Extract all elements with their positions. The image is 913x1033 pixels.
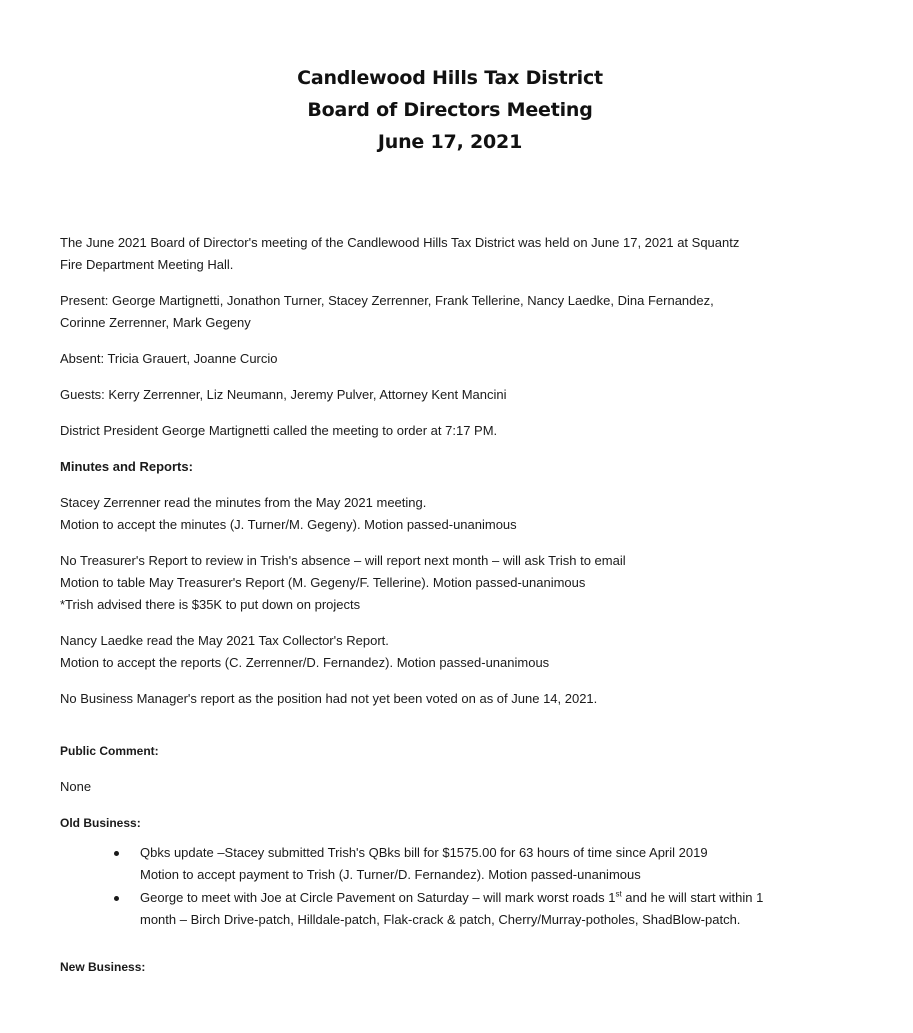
treasurer-line-3: *Trish advised there is $35K to put down on projects [60, 597, 361, 612]
title-date: June 17, 2021 [377, 131, 523, 153]
present-paragraph [60, 290, 860, 334]
intro-line-2: Fire Department Meeting Hall. [60, 257, 234, 272]
present-line-2: Corinne Zerrenner, Mark Gegeny [60, 315, 251, 330]
qbks-line-2: Motion to accept payment to Trish (J. Turner/D. Fernandez). Motion passed-unanimous [140, 867, 641, 882]
treasurer-line-1: No Treasurer's Report to review in Trish's absence – will report next month – will ask Trish to email [60, 553, 626, 568]
minutes-line-1: Stacey Zerrenner read the minutes from the May 2021 meeting. [60, 495, 427, 510]
qbks-line-1: Qbks update –Stacey submitted Trish's QBks bill for $1575.00 for 63 hours of time since April 2019 [140, 845, 708, 860]
treasurer-line-2: Motion to table May Treasurer's Report (M. Gegeny/F. Tellerine). Motion passed-unanimous [60, 575, 586, 590]
call-to-order-paragraph: District President George Martignetti called the meeting to order at 7:17 PM. [60, 423, 498, 438]
intro-paragraph [60, 232, 860, 276]
document-body [60, 232, 860, 992]
public-comment-heading: Public Comment: [60, 744, 159, 758]
business-manager-paragraph: No Business Manager's report as the position had not yet been voted on as of June 14, 2021. [60, 691, 598, 706]
minutes-paragraph [60, 492, 860, 536]
tax-line-2: Motion to accept the reports (C. Zerrenner/D. Fernandez). Motion passed-unanimous [60, 655, 550, 670]
title-meeting: Board of Directors Meeting [307, 99, 593, 121]
old-business-heading: Old Business: [60, 816, 141, 830]
title-district: Candlewood Hills Tax District [297, 67, 603, 89]
paving-line-1b: and he will start within 1 [621, 890, 764, 905]
minutes-reports-heading: Minutes and Reports: [60, 459, 193, 474]
document-title [0, 62, 900, 158]
absent-paragraph: Absent: Tricia Grauert, Joanne Curcio [60, 351, 278, 366]
paving-line-2: month – Birch Drive-patch, Hilldale-patch, Flak-crack & patch, Cherry/Murray-potholes, ShadBlow-patch. [140, 912, 741, 927]
public-comment-body: None [60, 779, 92, 794]
intro-line-1: The June 2021 Board of Director's meeting of the Candlewood Hills Tax District was held on June 17, 2021 at Squantz [60, 235, 740, 250]
guests-paragraph: Guests: Kerry Zerrenner, Liz Neumann, Jeremy Pulver, Attorney Kent Mancini [60, 387, 507, 402]
treasurer-paragraph [60, 550, 860, 616]
present-line-1: Present: George Martignetti, Jonathon Turner, Stacey Zerrenner, Frank Tellerine, Nancy Laedke, Dina Fernandez, [60, 293, 714, 308]
tax-collector-paragraph [60, 630, 860, 674]
list-item [114, 887, 860, 931]
paving-line-1a: George to meet with Joe at Circle Pavement on Saturday – will mark worst roads 1 [140, 890, 616, 905]
old-business-list [60, 842, 860, 931]
minutes-line-2: Motion to accept the minutes (J. Turner/M. Gegeny). Motion passed-unanimous [60, 517, 517, 532]
tax-line-1: Nancy Laedke read the May 2021 Tax Collector's Report. [60, 633, 389, 648]
ordinal-suffix: st [615, 889, 622, 899]
list-item [114, 842, 860, 886]
new-business-heading: New Business: [60, 960, 146, 974]
